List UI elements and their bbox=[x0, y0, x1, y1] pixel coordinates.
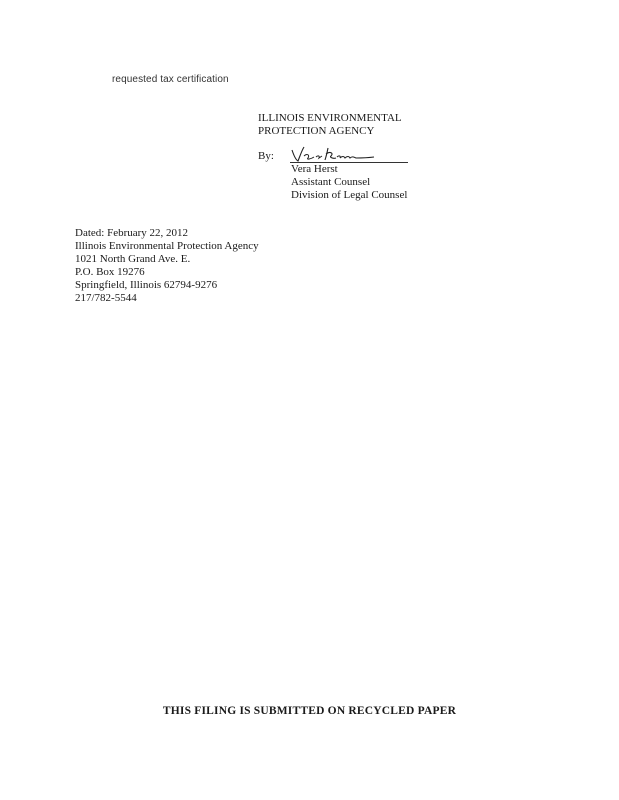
city-state-zip: Springfield, Illinois 62794-9276 bbox=[75, 279, 218, 291]
signer-block bbox=[291, 163, 407, 202]
dated-line: Dated: February 22, 2012 bbox=[75, 227, 189, 239]
by-label: By: bbox=[258, 150, 274, 162]
phone-number: 217/782-5544 bbox=[75, 292, 137, 304]
signer-title: Assistant Counsel bbox=[291, 176, 371, 188]
agency-name-line-1: ILLINOIS ENVIRONMENTAL bbox=[258, 112, 402, 124]
agency-name-line-2: PROTECTION AGENCY bbox=[258, 125, 375, 137]
recycled-paper-footer: THIS FILING IS SUBMITTED ON RECYCLED PAPER bbox=[162, 705, 457, 717]
agency-address-name: Illinois Environmental Protection Agency bbox=[75, 240, 259, 252]
signer-division: Division of Legal Counsel bbox=[291, 189, 408, 201]
handwritten-signature bbox=[290, 144, 380, 164]
street-address: 1021 North Grand Ave. E. bbox=[75, 253, 191, 265]
opening-text: requested tax certification bbox=[112, 74, 229, 85]
agency-name-block bbox=[258, 112, 402, 138]
date-address-block bbox=[75, 227, 259, 305]
signer-name: Vera Herst bbox=[291, 163, 338, 175]
po-box: P.O. Box 19276 bbox=[75, 266, 145, 278]
